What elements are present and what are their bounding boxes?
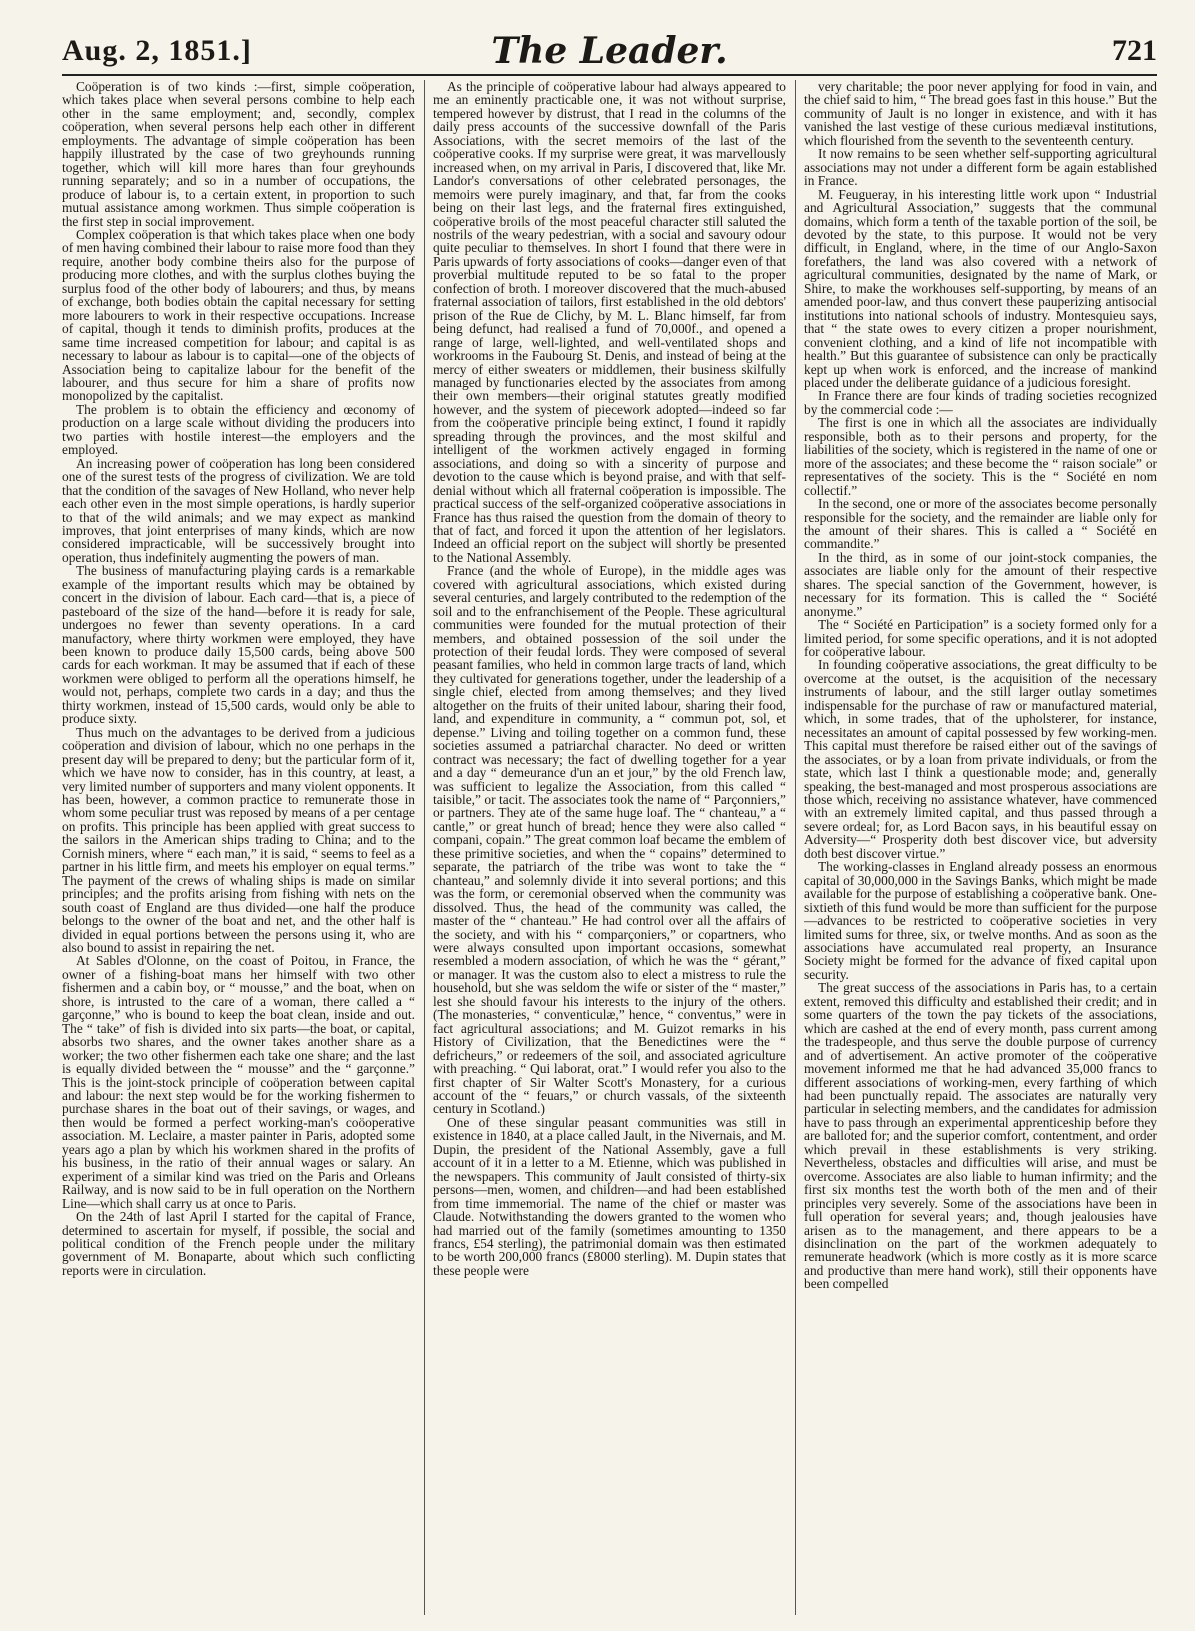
masthead-title: The Leader.: [491, 30, 728, 72]
paragraph: In founding coöperative associations, the great difficulty to be overcome at the outset, is the acquisition of the necessary instruments of labour, and the still larger outlay sometimes indispensable for the purchase of raw or manufactured material, which, in some trades, that of the upholsterer, for instance, necessitates an amount of capital possessed by few working-men. This capital must therefore be raised either out of the savings of the associates, or by a loan from private individuals, or from the state, which last I think a questionable mode; and, generally speaking, the best-managed and most prosperous associations are those which, receiving no assistance whatever, have commenced with an extremely limited capital, and thus passed through a severe ordeal; for, as Lord Bacon says, in his beautiful essay on Adversity—“ Prosperity doth best discover vice, but adversity doth best discover virtue.”: [804, 657, 1157, 861]
paragraph: As the principle of coöperative labour had always appeared to me an eminently practicable one, it was not without surprise, tempered however by distrust, that I read in the columns of the daily press accounts of the successive downfall of the Paris Associations, with the secret memoirs of the last of the coöperative cooks. If my surprise were great, it was marvellously increased when, on my arrival in Paris, I discovered that, like Mr. Landor's conversations of other celebrated personages, the memoirs were purely imaginary, and that, far from the cooks being on their last legs, and the fraternal fires extinguished, coöperative broils of the most peaceful character still saluted the nostrils of the weary pedestrian, with a social and savoury odour quite peculiar to themselves. In short I found that there were in Paris upwards of forty associations of cooks—danger even of that proverbial multitude reputed to be so fatal to the proper confection of broth. I moreover discovered that the much-abused fraternal association of tailors, first established in the old debtors' prison of the Rue de Clichy, by M. L. Blanc himself, far from being defunct, had realised a fund of 70,000f., and opened a range of large, well-lighted, and well-ventilated shops and workrooms in the Faubourg St. Denis, and instead of being at the mercy of either sweaters or middlemen, their business skilfully managed by functionaries elected by the associates from among their own members—their original statutes greatly modified however, and the system of piecework adopted—indeed so far from the coöperative principle being extinct, I found it rapidly spreading through the provinces, and the most skilful and intelligent of the workmen actively engaged in forming associations, and doing so with a sincerity of purpose and devotion to the cause which is beyond praise, and with that self-denial without which all fraternal coöperation is impossible. The practical success of the self-organized coöperative associations in France has thus raised the question from the domain of theory to that of fact, and forced it upon the attention of her legislators. Indeed an official report on the subject will shortly be presented to the National Assembly.: [433, 80, 786, 565]
paragraph: Coöperation is of two kinds :—first, simple coöperation, which takes place when several persons combine to help each other in the same employment; and, secondly, complex coöperation, when several persons help each other in different employments. The advantage of simple coöperation has been happily illustrated by the case of two greyhounds running together, which will kill more hares than four greyhounds running separately; and so in a number of occupations, the produce of labour is, to a certain extent, in proportion to such mutual assistance among workmen. Thus simple coöperation is the first step in social improvement.: [62, 80, 415, 229]
paragraph: M. Feugueray, in his interesting little work upon “ Industrial and Agricultural Association,” suggests that the communal domains, which form a tenth of the taxable portion of the soil, be devoted by the state, to this purpose. It would not be very difficult, in England, where, in the time of our Anglo-Saxon forefathers, the land was also covered with a network of agricultural communities, designated by the name of Mark, or Shire, to make the workhouses self-supporting, by means of an amended poor-law, and thus convert these pauperizing antisocial institutions into national schools of industry. Montesquieu says, that “ the state owes to every citizen a proper nourishment, convenient clothing, and a kind of life not incompatible with health.” But this guarantee of subsistence can only be practically kept up when work is enforced, and the increase of mankind placed under the deliberate guidance of a judicious foresight.: [804, 186, 1157, 390]
paragraph: One of these singular peasant communities was still in existence in 1840, at a place called Jault, in the Nivernais, and M. Dupin, the president of the National Assembly, gave a full account of it in a letter to a M. Etienne, which was published in the newspapers. This community of Jault consisted of thirty-six persons—men, women, and children—and had been established from time immemorial. The name of the chief or master was Claude. Notwithstanding the dowers granted to the women who had married out of the family (sometimes amounting to 1350 francs, £54 sterling), the patrimonial domain was then estimated to be worth 200,000 francs (£8000 sterling). M. Dupin states that these people were: [433, 1114, 786, 1278]
issue-date: Aug. 2, 1851.]: [62, 34, 252, 67]
paragraph: In the third, as in some of our joint-stock companies, the associates are liable only for the amount of their respective shares. The special sanction of the Government, however, is necessary for its formation. This is called the “ Société anonyme.”: [804, 549, 1157, 619]
paragraph: The problem is to obtain the efficiency and œconomy of production on a large scale without dividing the producers into two parties with hostile interest—the employers and the employed.: [62, 401, 415, 458]
page-header: [62, 30, 1157, 74]
paragraph: France (and the whole of Europe), in the middle ages was covered with agricultural associations, which existed during several centuries, and largely contributed to the redemption of the soil and to the enfranchisement of the People. These agricultural communities were founded for the mutual protection of their members, and obtained possession of the soil under the protection of their feudal lords. They were composed of several peasant families, who held in common large tracts of land, which they cultivated for generations together, under the leadership of a single chief, elected from among themselves; and they lived altogether on the fruits of their united labour, sharing their food, land, and expenditure in community, a “ commun pot, sol, et depense.” Living and toiling together on a common fund, these societies assumed a patriarchal character. No deed or written contract was necessary; the fact of dwelling together for a year and a day “ demeurance d'un an et jour,” by the old French law, was sufficient to legalize the Association, from this called “ taisible,” or tacit. The associates took the name of “ Parçonniers,” or partners. They ate of the same huge loaf. The “ chanteau,” a “ cantle,” or great hunch of bread; hence they were also called “ compani, copain.” The great common loaf became the emblem of these primitive societies, and when the “ copains” determined to separate, the patriarch of the tribe was wont to take the “ chanteau,” and solemnly divide it into several portions; and this was the form, or ceremonial observed when the community was dissolved. Thus, the head of the community was called, the master of the “ chanteau.” He had control over all the affairs of the society, and with his “ comparçoniers,” or copartners, who were always consulted upon important occasions, somewhat resembled a modern association, of which he was the “ gérant,” or manager. It was the custom also to elect a mistress to rule the household, but she was seldom the wife or sister of the “ master,” lest she should favour his interests to the injury of the others. (The monasteries, “ conventiculæ,” hence, “ conventus,” were in fact agricultural associations; and M. Guizot remarks in his History of Civilization, that the Benedictines were the “ defricheurs,” or redeemers of the soil, and associated agriculture with preaching. “ Qui laborat, orat.” I would refer you also to the first chapter of Sir Walter Scott's Monastery, for a curious account of the “ feuars,” or church vassals, of the sixteenth century in Scotland.): [433, 563, 786, 1117]
paragraph: An increasing power of coöperation has long been considered one of the surest tests of the progress of civilization. We are told that the condition of the savages of New Holland, who never help each other even in the most simple operations, is hardly superior to that of the wild animals; and we may expect as mankind improves, that joint enterprises of many kinds, which are now considered impracticable, will be successively brought into operation, thus indefinitely augmenting the powers of man.: [62, 455, 415, 565]
column-divider: [795, 80, 796, 1615]
paragraph: The first is one in which all the associates are individually responsible, both as to their persons and property, for the liabilities of the society, which is registered in the name of one or more of the associates; and these become the “ raison sociale” or representatives of the society. This is the “ Société en nom collectif.”: [804, 415, 1157, 498]
paragraph: On the 24th of last April I started for the capital of France, determined to ascertain for myself, if possible, the social and political condition of the French people under the military government of M. Bonaparte, about which such conflicting reports were in circulation.: [62, 1209, 415, 1278]
column-divider: [424, 80, 425, 1615]
paragraph: The “ Société en Participation” is a society formed only for a limited period, for some specific operations, and it is not adopted for coöperative labour.: [804, 617, 1157, 660]
article-columns: [62, 80, 1157, 1615]
paragraph: Thus much on the advantages to be derived from a judicious coöperation and division of labour, which no one perhaps in the present day will be prepared to deny; but the particular form of it, which we have now to consider, has in this country, at least, a very limited number of supporters and many violent opponents. It has been, however, a common practice to remunerate those in whom some peculiar trust was reposed by means of a per centage on profits. This principle has been applied with great success to the sailors in the American ships trading to China; and to the Cornish miners, where “ each man,” it is said, “ seems to feel as a partner in his little firm, and meets his employer on equal terms.” The payment of the crews of whaling ships is made on similar principles; and the profits arising from fishing with nets on the south coast of England are thus divided—one half the produce belongs to the owner of the boat and net, and the other half is divided in equal portions between the persons using it, who are also bound to assist in repairing the net.: [62, 724, 415, 955]
paragraph: very charitable; the poor never applying for food in vain, and the chief said to him, “ The bread goes fast in this house.” But the community of Jault is no longer in existence, and with it has vanished the last vestige of these curious mediæval institutions, which flourished from the seventh to the seventeenth century.: [804, 80, 1157, 148]
paragraph: At Sables d'Olonne, on the coast of Poitou, in France, the owner of a fishing-boat mans her himself with two other fishermen and a cabin boy, or “ mousse,” and the boat, when on shore, is intrusted to the care of a woman, there called a “ garçonne,” who is bound to keep the boat clean, inside and out. The “ take” of fish is divided into six parts—the boat, or capital, absorbs two shares, and the owner takes another share as a worker; the two other fishermen each take one share; and the last is equally divided between the “ mousse” and the “ garçonne.” This is the joint-stock principle of coöperation between capital and labour: the next step would be for the working fishermen to purchase shares in the boat out of their savings, or wages, and then would be formed a perfect working-man's coöoperative association. M. Leclaire, a master painter in Paris, adopted some years ago a plan by which his workmen shared in the profits of his business, in the ratio of their annual wages or salary. An experiment of a similar kind was tried on the Paris and Orleans Railway, and is now said to be in full operation on the Northern Line—which shall carry us at once to Paris.: [62, 953, 415, 1211]
paragraph: The working-classes in England already possess an enormous capital of 30,000,000 in the Savings Banks, which might be made available for the purpose of establishing a coöperative bank. One-sixtieth of this fund would be more than sufficient for the purpose—advances to be restricted to coöperative societies in very limited sums for three, six, or twelve months. And as soon as the associations have accumulated real property, an Insurance Society might be formed for the advance of fixed capital upon security.: [804, 859, 1157, 982]
page-number: 721: [1112, 34, 1157, 67]
paragraph: The great success of the associations in Paris has, to a certain extent, removed this difficulty and established their credit; and in some quarters of the town the pay tickets of the associations, which are cashed at the end of every month, pass current among the tradespeople, and thus serve the double purpose of currency and of advertisement. An active promoter of the coöperative movement informed me that he had advanced 35,000 francs to different associations of working-men, every farthing of which had been punctually repaid. The associates are naturally very particular in selecting members, and the candidates for admission have to pass through an experimental apprenticeship before they are balloted for; and the superior comfort, contentment, and order which prevail in these establishments is very striking. Nevertheless, obstacles and difficulties will arise, and must be overcome. Associates are also liable to human infirmity; and the first six months test the worth both of the men and of their principles very severely. Some of the associations have been in full operation for several years; and, though jealousies have arisen as to the management, and there appears to be a disinclination on the part of the workmen adequately to remunerate headwork (which is more costly as it is more scarce and productive than mere hand work), still their opponents have been compelled: [804, 980, 1157, 1292]
paragraph: It now remains to be seen whether self-supporting agricultural associations may not under a different form be again established in France.: [804, 146, 1157, 189]
column-2: [433, 80, 786, 1615]
paragraph: The business of manufacturing playing cards is a remarkable example of the important results which may be obtained by concert in the division of labour. Each card—that is, a piece of pasteboard of the size of the hand—before it is ready for sale, undergoes no fewer than seventy operations. In a card manufactory, where thirty workmen were employed, they have been known to produce daily 15,500 cards, being above 500 cards for each workman. It may be assumed that if each of these workmen were obliged to perform all the operations himself, he would not, perhaps, complete two cards in a day; and thus the thirty workmen, instead of 15,500 cards, would only be able to produce sixty.: [62, 563, 415, 727]
paragraph: Complex coöperation is that which takes place when one body of men having combined their labour to raise more food than they require, another body combine theirs also for the purpose of producing more clothes, and with the surplus clothes buying the surplus food of the other body of labourers; and thus, by means of exchange, both bodies obtain the capital necessary for setting more labourers to work in their respective occupations. Increase of capital, though it tends to diminish profits, produces at the same time increased competition for labour; and capital is as necessary to labour as labour is to capital—one of the objects of Association being to capitalize labour for the benefit of the labourer, and thus secure for him a share of profits now monopolized by the capitalist.: [62, 226, 415, 404]
header-rule: [62, 74, 1157, 76]
column-1: [62, 80, 415, 1615]
column-3: [804, 80, 1157, 1615]
paragraph: In France there are four kinds of trading societies recognized by the commercial code :—: [804, 388, 1157, 417]
paragraph: In the second, one or more of the associates become personally responsible for the society, and the remainder are liable only for the amount of their shares. This is called a “ Société en commandite.”: [804, 496, 1157, 552]
